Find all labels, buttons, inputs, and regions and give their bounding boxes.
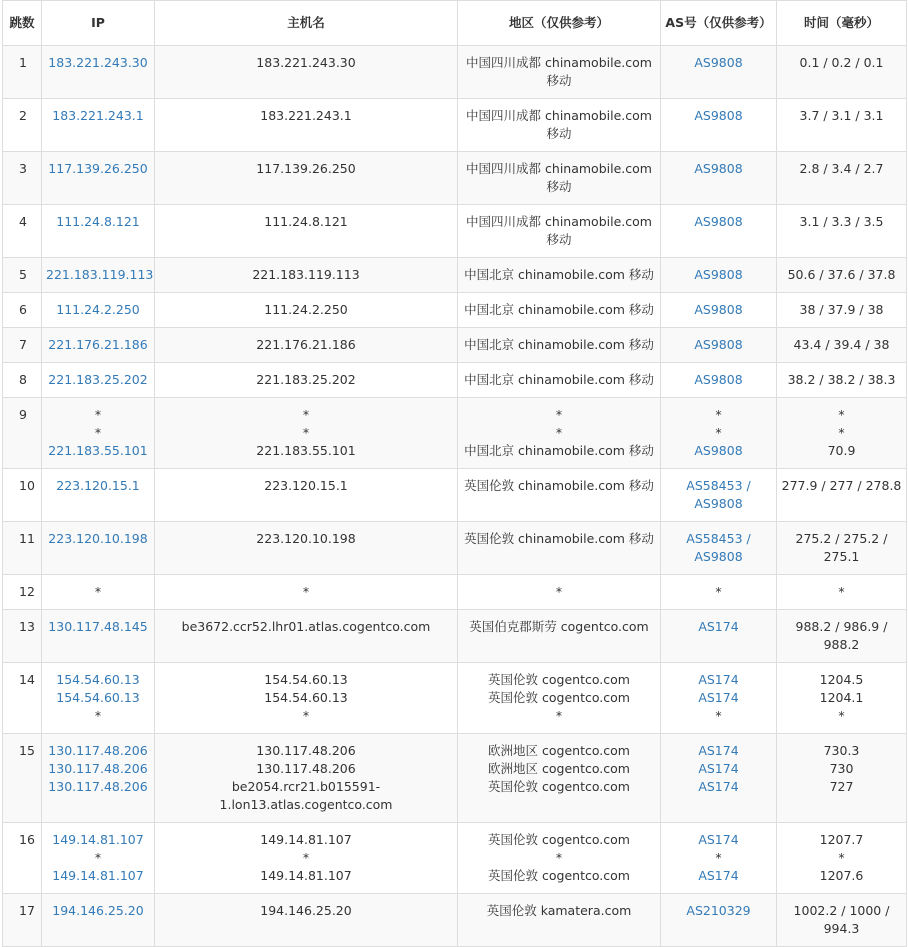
ip-link[interactable]: 130.117.48.145	[48, 619, 148, 634]
host-value: *	[302, 425, 310, 440]
asn-link[interactable]: AS9808	[694, 55, 743, 70]
host-value: 154.54.60.13	[264, 690, 348, 705]
ip-link[interactable]: 111.24.2.250	[56, 302, 140, 317]
asn-link[interactable]: AS174	[698, 868, 739, 883]
ip-cell	[42, 258, 155, 293]
ip-link[interactable]: 183.221.243.1	[52, 108, 144, 123]
time-value: 0.1 / 0.2 / 0.1	[799, 55, 884, 70]
region-value: 中国北京 chinamobile.com 移动	[464, 372, 654, 387]
time-cell	[777, 46, 907, 99]
ip-cell	[42, 293, 155, 328]
asn-cell	[661, 152, 777, 205]
asn-cell	[661, 734, 777, 823]
asn-cell	[661, 575, 777, 610]
hostname-cell	[155, 663, 458, 734]
asn-link[interactable]: AS9808	[694, 302, 743, 317]
table-row	[3, 663, 907, 734]
hostname-cell	[155, 469, 458, 522]
asn-link[interactable]: AS174	[698, 761, 739, 776]
asn-value: *	[715, 407, 722, 422]
region-value: 英国伦敦 cogentco.com	[488, 779, 630, 794]
host-value: 194.146.25.20	[260, 903, 352, 918]
time-value: 1204.5	[819, 672, 864, 687]
ip-cell	[42, 46, 155, 99]
time-cell	[777, 610, 907, 663]
ip-cell	[42, 205, 155, 258]
asn-cell	[661, 46, 777, 99]
region-value: *	[555, 407, 563, 422]
host-value: 221.183.119.113	[252, 267, 360, 282]
hostname-cell	[155, 575, 458, 610]
region-value: *	[555, 708, 563, 723]
ip-link[interactable]: 194.146.25.20	[52, 903, 144, 918]
header-region: 地区（仅供参考）	[458, 1, 661, 46]
time-cell	[777, 398, 907, 469]
time-value: 2.8 / 3.4 / 2.7	[799, 161, 884, 176]
host-value: 221.183.55.101	[256, 443, 356, 458]
hop-number: 15	[3, 734, 42, 823]
ip-link[interactable]: 130.117.48.206	[48, 743, 148, 758]
hop-number: 14	[3, 663, 42, 734]
hop-number: 2	[3, 99, 42, 152]
hostname-cell	[155, 99, 458, 152]
ip-cell	[42, 152, 155, 205]
ip-cell	[42, 894, 155, 947]
region-value: 英国伦敦 cogentco.com	[488, 690, 630, 705]
time-cell	[777, 293, 907, 328]
header-hop: 跳数	[3, 1, 42, 46]
host-value: 111.24.8.121	[264, 214, 348, 229]
asn-link[interactable]: AS174	[698, 779, 739, 794]
ip-cell	[42, 99, 155, 152]
table-row	[3, 823, 907, 894]
time-value: 730.3	[823, 743, 860, 758]
hop-number: 17	[3, 894, 42, 947]
asn-cell	[661, 522, 777, 575]
time-cell	[777, 469, 907, 522]
host-value: 149.14.81.107	[260, 832, 352, 847]
host-value: 183.221.243.30	[256, 55, 356, 70]
hop-number: 4	[3, 205, 42, 258]
region-value: 中国四川成都 chinamobile.com 移动	[466, 214, 652, 247]
ip-cell	[42, 734, 155, 823]
ip-cell	[42, 363, 155, 398]
region-cell	[458, 894, 661, 947]
region-value: 中国四川成都 chinamobile.com 移动	[466, 108, 652, 141]
asn-link[interactable]: AS174	[698, 743, 739, 758]
hop-number: 12	[3, 575, 42, 610]
region-cell	[458, 205, 661, 258]
host-value: 117.139.26.250	[256, 161, 356, 176]
ip-link[interactable]: 117.139.26.250	[48, 161, 148, 176]
hop-number: 7	[3, 328, 42, 363]
hop-number: 1	[3, 46, 42, 99]
ip-link[interactable]: 149.14.81.107	[52, 868, 144, 883]
asn-link[interactable]: AS174	[698, 832, 739, 847]
table-header-row	[3, 1, 907, 46]
region-cell	[458, 610, 661, 663]
host-value: *	[302, 708, 310, 723]
host-value: 221.183.25.202	[256, 372, 356, 387]
region-value: 欧洲地区 cogentco.com	[488, 743, 630, 758]
region-cell	[458, 469, 661, 522]
ip-cell	[42, 575, 155, 610]
host-value: 223.120.10.198	[256, 531, 356, 546]
ip-link[interactable]: 111.24.8.121	[56, 214, 140, 229]
hostname-cell	[155, 293, 458, 328]
table-row	[3, 258, 907, 293]
time-cell	[777, 258, 907, 293]
time-cell	[777, 205, 907, 258]
time-cell	[777, 734, 907, 823]
time-value: *	[838, 425, 845, 440]
hostname-cell	[155, 328, 458, 363]
host-value: be3672.ccr52.lhr01.atlas.cogentco.com	[181, 619, 431, 634]
region-value: 英国伦敦 chinamobile.com 移动	[464, 531, 654, 546]
table-row	[3, 575, 907, 610]
table-row	[3, 205, 907, 258]
ip-link[interactable]: 221.183.25.202	[48, 372, 148, 387]
ip-cell	[42, 398, 155, 469]
ip-cell	[42, 469, 155, 522]
table-row	[3, 522, 907, 575]
region-value: *	[555, 584, 563, 599]
region-value: 中国北京 chinamobile.com 移动	[464, 337, 654, 352]
hop-number: 9	[3, 398, 42, 469]
asn-link[interactable]: AS9808	[694, 161, 743, 176]
time-cell	[777, 575, 907, 610]
hostname-cell	[155, 894, 458, 947]
asn-cell	[661, 894, 777, 947]
ip-value: *	[94, 407, 102, 422]
region-value: 英国伦敦 chinamobile.com 移动	[464, 478, 654, 493]
time-cell	[777, 663, 907, 734]
time-cell	[777, 894, 907, 947]
hostname-cell	[155, 258, 458, 293]
region-value: 英国伯克郡斯劳 cogentco.com	[469, 619, 649, 634]
ip-link[interactable]: 130.117.48.206	[48, 761, 148, 776]
table-row	[3, 734, 907, 823]
asn-cell	[661, 823, 777, 894]
table-row	[3, 328, 907, 363]
asn-cell	[661, 205, 777, 258]
header-hostname: 主机名	[155, 1, 458, 46]
region-value: 英国伦敦 cogentco.com	[488, 868, 630, 883]
asn-cell	[661, 363, 777, 398]
ip-link[interactable]: 221.176.21.186	[48, 337, 148, 352]
region-value: *	[555, 425, 563, 440]
time-value: 1207.6	[819, 868, 864, 883]
hop-number: 10	[3, 469, 42, 522]
time-value: 3.1 / 3.3 / 3.5	[799, 214, 884, 229]
table-row	[3, 469, 907, 522]
table-row	[3, 152, 907, 205]
region-value: 中国四川成都 chinamobile.com 移动	[466, 161, 652, 194]
time-cell	[777, 99, 907, 152]
time-cell	[777, 522, 907, 575]
ip-link[interactable]: 221.183.119.113	[46, 267, 154, 282]
host-value: *	[302, 407, 310, 422]
asn-link[interactable]: AS210329	[686, 903, 751, 918]
hop-number: 5	[3, 258, 42, 293]
asn-cell	[661, 328, 777, 363]
asn-cell	[661, 469, 777, 522]
asn-link[interactable]: AS9808	[694, 108, 743, 123]
host-value: *	[302, 584, 310, 599]
region-value: 中国北京 chinamobile.com 移动	[464, 443, 654, 458]
hop-number: 13	[3, 610, 42, 663]
time-value: 43.4 / 39.4 / 38	[793, 337, 890, 352]
asn-cell	[661, 258, 777, 293]
asn-link[interactable]: AS174	[698, 672, 739, 687]
asn-link[interactable]: AS174	[698, 690, 739, 705]
region-cell	[458, 328, 661, 363]
region-value: 中国四川成都 chinamobile.com 移动	[466, 55, 652, 88]
time-value: 1207.7	[819, 832, 864, 847]
time-value: 730	[829, 761, 854, 776]
hostname-cell	[155, 734, 458, 823]
asn-link[interactable]: AS58453 / AS9808	[686, 478, 751, 511]
asn-cell	[661, 610, 777, 663]
asn-cell	[661, 663, 777, 734]
table-row	[3, 610, 907, 663]
host-value: be2054.rcr21.b015591-1.lon13.atlas.cogentco.com	[219, 779, 393, 812]
time-value: *	[838, 584, 845, 599]
ip-link[interactable]: 223.120.15.1	[56, 478, 140, 493]
table-row	[3, 363, 907, 398]
asn-value: *	[715, 708, 722, 723]
ip-cell	[42, 610, 155, 663]
hostname-cell	[155, 152, 458, 205]
region-value: 英国伦敦 cogentco.com	[488, 672, 630, 687]
asn-link[interactable]: AS9808	[694, 214, 743, 229]
time-value: 727	[829, 779, 854, 794]
ip-cell	[42, 663, 155, 734]
host-value: 223.120.15.1	[264, 478, 348, 493]
asn-cell	[661, 398, 777, 469]
time-value: *	[838, 708, 845, 723]
ip-link[interactable]: 223.120.10.198	[48, 531, 148, 546]
hop-number: 3	[3, 152, 42, 205]
ip-link[interactable]: 130.117.48.206	[48, 779, 148, 794]
host-value: 130.117.48.206	[256, 761, 356, 776]
ip-value: *	[94, 850, 102, 865]
region-cell	[458, 522, 661, 575]
table-row	[3, 398, 907, 469]
hop-number: 11	[3, 522, 42, 575]
hostname-cell	[155, 46, 458, 99]
region-cell	[458, 258, 661, 293]
time-value: 275.2 / 275.2 / 275.1	[795, 531, 888, 564]
region-value: 英国伦敦 cogentco.com	[488, 832, 630, 847]
asn-value: *	[715, 584, 722, 599]
hop-number: 6	[3, 293, 42, 328]
time-cell	[777, 328, 907, 363]
region-cell	[458, 663, 661, 734]
region-cell	[458, 46, 661, 99]
hostname-cell	[155, 610, 458, 663]
ip-link[interactable]: 149.14.81.107	[52, 832, 144, 847]
hostname-cell	[155, 522, 458, 575]
asn-link[interactable]: AS9808	[694, 372, 743, 387]
region-cell	[458, 734, 661, 823]
hostname-cell	[155, 398, 458, 469]
time-cell	[777, 363, 907, 398]
asn-link[interactable]: AS9808	[694, 267, 743, 282]
host-value: 130.117.48.206	[256, 743, 356, 758]
hostname-cell	[155, 823, 458, 894]
time-value: 38.2 / 38.2 / 38.3	[787, 372, 896, 387]
table-row	[3, 99, 907, 152]
table-row	[3, 894, 907, 947]
ip-link[interactable]: 183.221.243.30	[48, 55, 148, 70]
time-value: 3.7 / 3.1 / 3.1	[799, 108, 884, 123]
region-cell	[458, 823, 661, 894]
time-value: *	[838, 407, 845, 422]
host-value: 154.54.60.13	[264, 672, 348, 687]
time-value: 70.9	[827, 443, 856, 458]
host-value: *	[302, 850, 310, 865]
region-cell	[458, 293, 661, 328]
host-value: 221.176.21.186	[256, 337, 356, 352]
hostname-cell	[155, 363, 458, 398]
region-cell	[458, 99, 661, 152]
header-asn: AS号（仅供参考）	[661, 1, 777, 46]
traceroute-table	[2, 0, 907, 947]
asn-link[interactable]: AS58453 / AS9808	[686, 531, 751, 564]
hop-number: 16	[3, 823, 42, 894]
ip-value: *	[94, 708, 102, 723]
time-value: 1002.2 / 1000 / 994.3	[793, 903, 890, 936]
region-cell	[458, 363, 661, 398]
asn-link[interactable]: AS9808	[694, 337, 743, 352]
ip-link[interactable]: 221.183.55.101	[48, 443, 148, 458]
region-cell	[458, 575, 661, 610]
asn-value: *	[715, 425, 722, 440]
header-time: 时间（毫秒）	[777, 1, 907, 46]
host-value: 111.24.2.250	[264, 302, 348, 317]
asn-cell	[661, 293, 777, 328]
time-value: 988.2 / 986.9 / 988.2	[795, 619, 888, 652]
hop-number: 8	[3, 363, 42, 398]
host-value: 183.221.243.1	[260, 108, 352, 123]
ip-value: *	[94, 584, 102, 599]
host-value: 149.14.81.107	[260, 868, 352, 883]
ip-value: *	[94, 425, 102, 440]
region-value: 中国北京 chinamobile.com 移动	[464, 302, 654, 317]
time-cell	[777, 152, 907, 205]
asn-cell	[661, 99, 777, 152]
region-value: 欧洲地区 cogentco.com	[488, 761, 630, 776]
region-cell	[458, 152, 661, 205]
region-value: 英国伦敦 kamatera.com	[486, 903, 632, 918]
region-cell	[458, 398, 661, 469]
asn-link[interactable]: AS174	[698, 619, 739, 634]
ip-cell	[42, 522, 155, 575]
time-value: 1204.1	[819, 690, 864, 705]
ip-cell	[42, 823, 155, 894]
ip-link[interactable]: 154.54.60.13	[56, 672, 140, 687]
time-value: 38 / 37.9 / 38	[799, 302, 884, 317]
hostname-cell	[155, 205, 458, 258]
time-cell	[777, 823, 907, 894]
time-value: 50.6 / 37.6 / 37.8	[787, 267, 896, 282]
region-value: *	[555, 850, 563, 865]
table-row	[3, 293, 907, 328]
ip-link[interactable]: 154.54.60.13	[56, 690, 140, 705]
region-value: 中国北京 chinamobile.com 移动	[464, 267, 654, 282]
ip-cell	[42, 328, 155, 363]
time-value: *	[838, 850, 845, 865]
table-row	[3, 46, 907, 99]
header-ip: IP	[42, 1, 155, 46]
time-value: 277.9 / 277 / 278.8	[781, 478, 902, 493]
asn-link[interactable]: AS9808	[694, 443, 743, 458]
asn-value: *	[715, 850, 722, 865]
